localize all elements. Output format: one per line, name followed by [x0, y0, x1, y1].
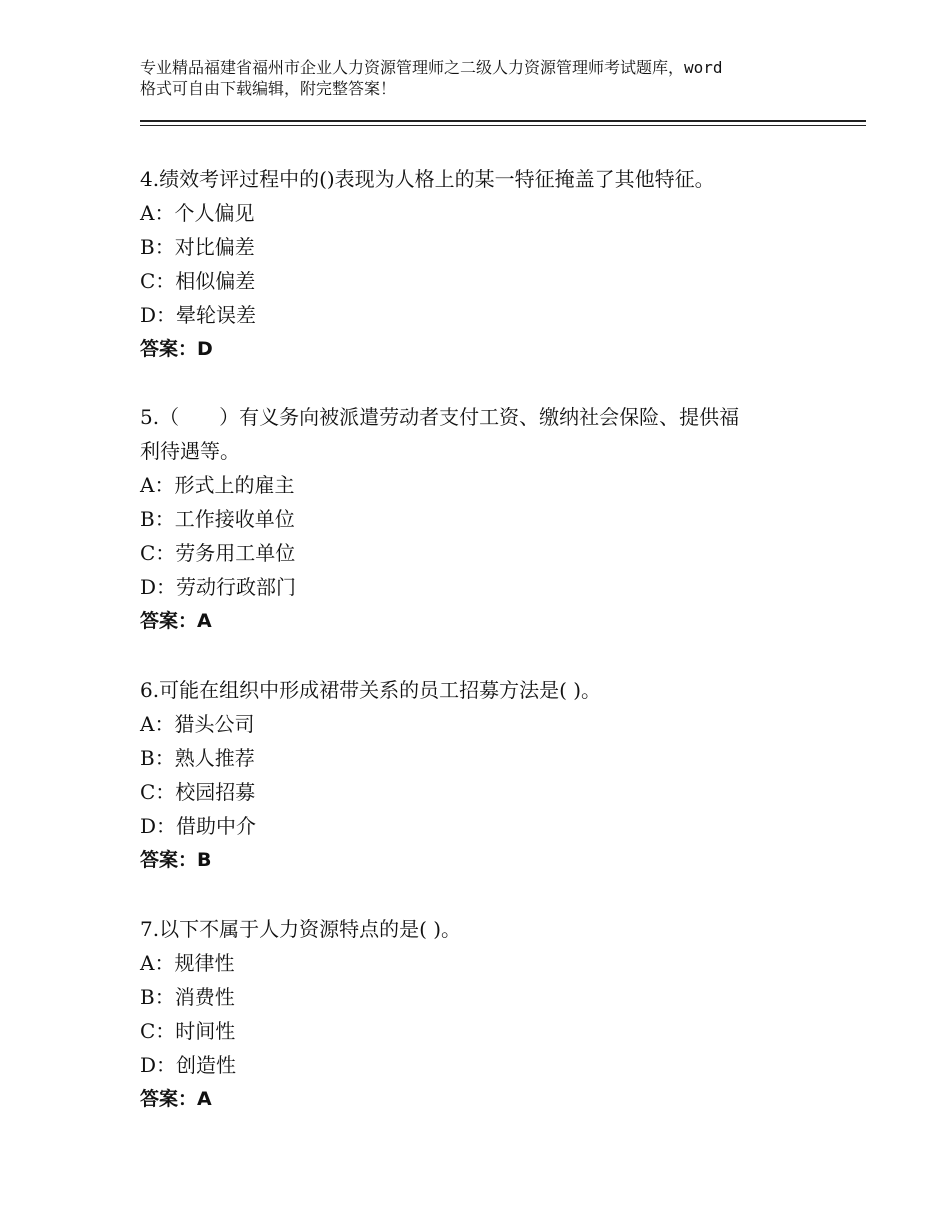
- option-c: C：时间性: [140, 1019, 236, 1043]
- answer-label: 答案：A: [140, 610, 212, 632]
- option-b: B：消费性: [140, 985, 235, 1009]
- option-b: B：熟人推荐: [140, 746, 255, 770]
- option-c: C：相似偏差: [140, 269, 256, 293]
- header-line-1: 专业精品福建省福州市企业人力资源管理师之二级人力资源管理师考试题库，word: [140, 58, 723, 77]
- header-divider-thick: [140, 120, 866, 122]
- question-stem: [140, 162, 830, 196]
- header-line-2: 格式可自由下载编辑，附完整答案！: [140, 79, 397, 98]
- question-stem: [140, 400, 830, 468]
- question-stem-line: 7.以下不属于人力资源特点的是( )。: [140, 917, 462, 941]
- question-stem: [140, 912, 830, 946]
- question-block: [140, 162, 830, 366]
- question-stem-line: 4.绩效考评过程中的()表现为人格上的某一特征掩盖了其他特征。: [140, 167, 715, 191]
- option-d: D：劳动行政部门: [140, 575, 297, 599]
- question-block: [140, 912, 830, 1116]
- document-header: [140, 57, 830, 99]
- option-a: A：个人偏见: [140, 201, 255, 225]
- answer-label: 答案：A: [140, 1088, 212, 1110]
- question-block: [140, 673, 830, 877]
- question-block: [140, 400, 830, 638]
- question-stem-line: 5.（ ）有义务向被派遣劳动者支付工资、缴纳社会保险、提供福: [140, 405, 740, 429]
- option-b: B：对比偏差: [140, 235, 255, 259]
- option-a: A：形式上的雇主: [140, 473, 295, 497]
- option-a: A：猎头公司: [140, 712, 255, 736]
- option-d: D：晕轮误差: [140, 303, 257, 327]
- option-d: D：创造性: [140, 1053, 237, 1077]
- header-divider-thin: [140, 125, 866, 126]
- question-stem: [140, 673, 830, 707]
- option-c: C：校园招募: [140, 780, 256, 804]
- question-stem-line: 6.可能在组织中形成裙带关系的员工招募方法是( )。: [140, 678, 602, 702]
- option-d: D：借助中介: [140, 814, 257, 838]
- answer-label: 答案：D: [140, 338, 213, 360]
- question-stem-line: 利待遇等。: [140, 439, 240, 463]
- option-b: B：工作接收单位: [140, 507, 295, 531]
- option-a: A：规律性: [140, 951, 235, 975]
- answer-label: 答案：B: [140, 849, 212, 871]
- option-c: C：劳务用工单位: [140, 541, 296, 565]
